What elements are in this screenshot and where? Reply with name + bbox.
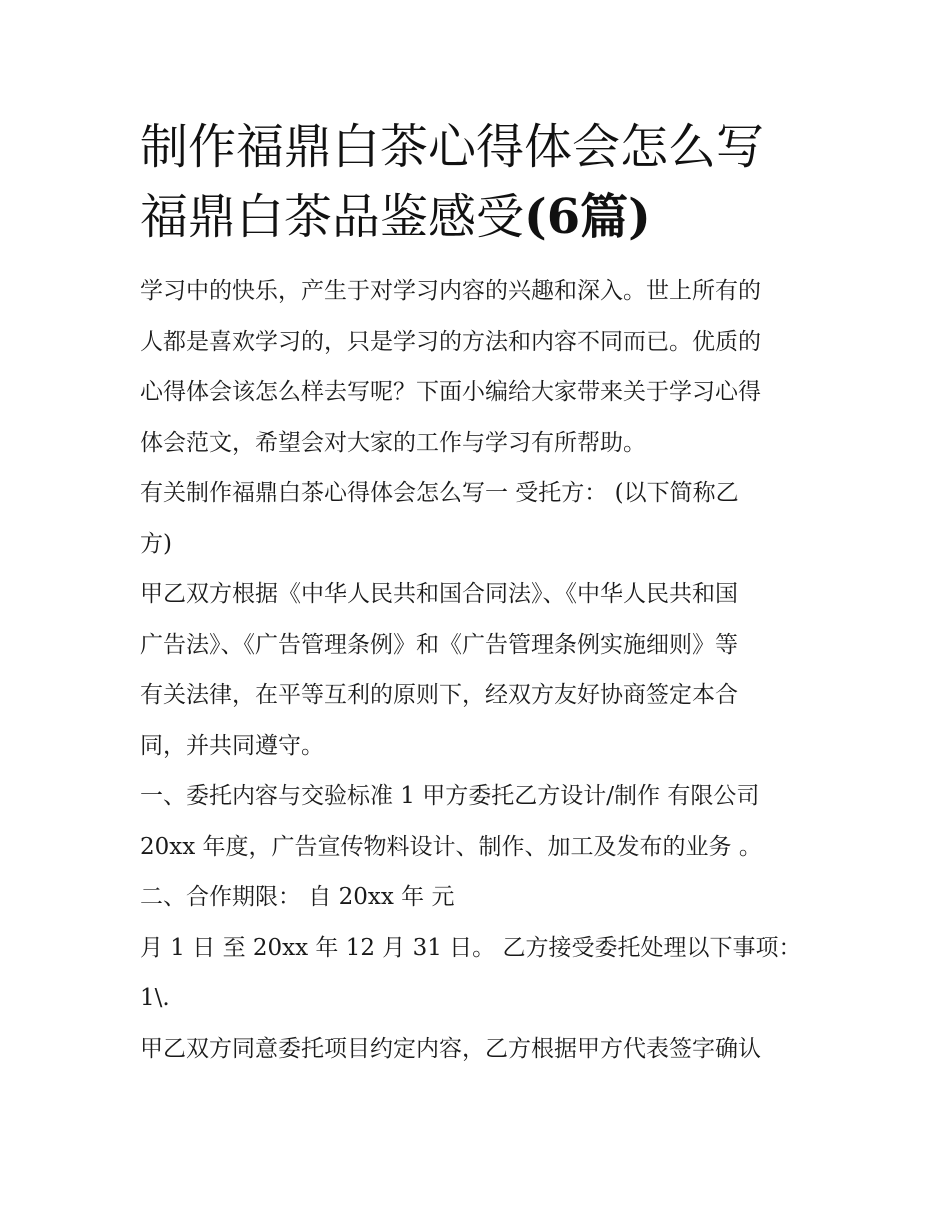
title-count: (6篇) — [524, 189, 651, 245]
paragraph-term-dates — [140, 923, 820, 1024]
text-line: 二、合作期限： 自 20xx 年 元 — [140, 884, 455, 910]
text-line: 体会范文，希望会对大家的工作与学习有所帮助。 — [140, 429, 646, 456]
paragraph-section-heading — [140, 468, 820, 569]
text-line: 一、委托内容与交验标准 1 甲方委托乙方设计/制作 有限公司 — [140, 783, 760, 809]
text-line: 方) — [140, 530, 172, 557]
text-line: 心得体会该怎么样去写呢？下面小编给大家带来关于学习心得 — [140, 379, 761, 405]
paragraph-intro — [140, 266, 820, 468]
text-line: 甲乙双方同意委托项目约定内容，乙方根据甲方代表签字确认 — [140, 1035, 761, 1062]
document-title — [140, 112, 820, 252]
text-line: 月 1 日 至 20xx 年 12 月 31 日。 乙方接受委托处理以下事项： — [140, 934, 802, 961]
title-line — [140, 182, 820, 252]
document-content — [140, 112, 820, 1074]
text-line: 有关法律，在平等互利的原则下，经双方友好协商签定本合 — [140, 682, 738, 708]
paragraph-clause-2 — [140, 872, 820, 923]
title-line: 制作福鼎白茶心得体会怎么写 — [140, 119, 765, 175]
document-body — [140, 266, 820, 1074]
text-line: 人都是喜欢学习的，只是学习的方法和内容不同而已。优质的 — [140, 328, 761, 355]
title-text: 福鼎白茶品鉴感受 — [140, 189, 525, 245]
text-line: 甲乙双方根据《中华人民共和国合同法》、《中华人民共和国 — [140, 581, 738, 607]
text-line: 学习中的快乐，产生于对学习内容的兴趣和深入。世上所有的 — [140, 278, 761, 304]
text-line: 有关制作福鼎白茶心得体会怎么写一 受托方： (以下简称乙 — [140, 480, 739, 506]
paragraph-clause-1 — [140, 771, 820, 872]
paragraph-legal-basis — [140, 569, 820, 771]
text-line: 同，并共同遵守。 — [140, 732, 324, 759]
text-line: 20xx 年度，广告宣传物料设计、制作、加工及发布的业务 。 — [140, 833, 762, 860]
text-line: 1\. — [140, 985, 170, 1011]
text-line: 广告法》、《广告管理条例》和《广告管理条例实施细则》等 — [140, 631, 738, 658]
paragraph-agreement — [140, 1024, 820, 1075]
